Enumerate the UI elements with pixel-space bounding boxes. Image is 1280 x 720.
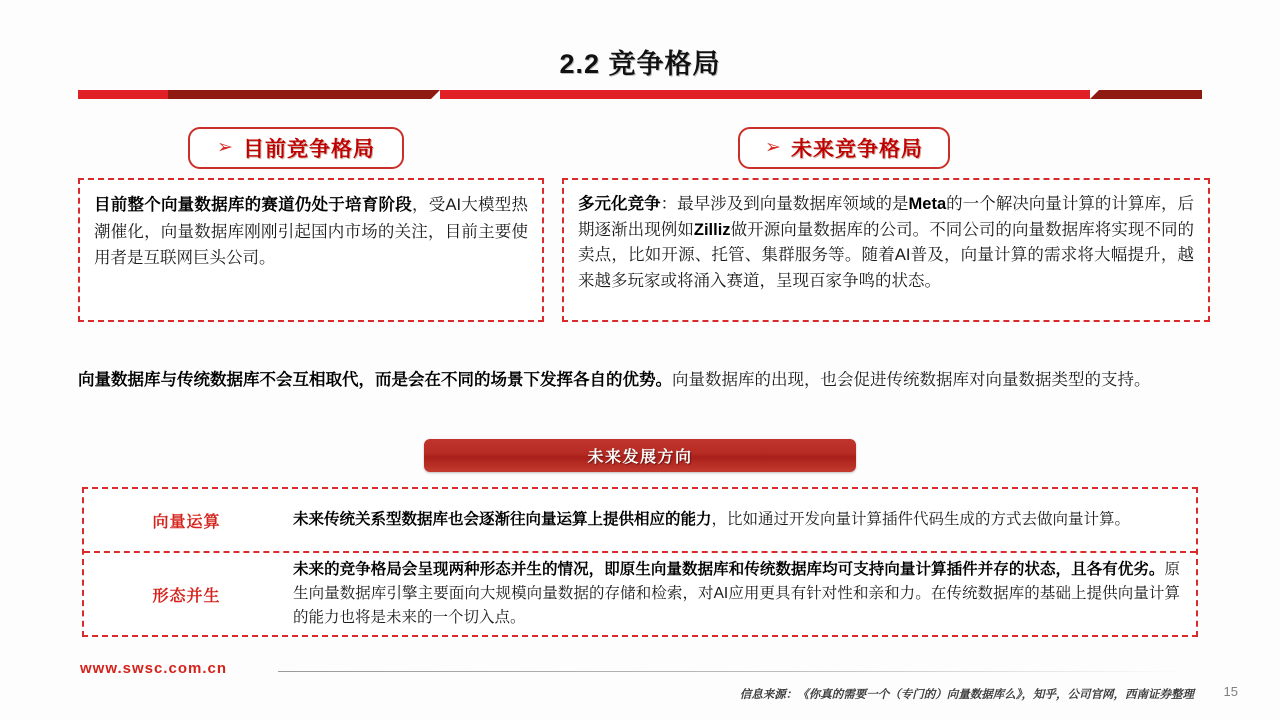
table-row	[84, 489, 1196, 551]
footer-divider	[278, 671, 1198, 672]
footer-website-url[interactable]: www.swsc.com.cn	[80, 660, 227, 677]
title-bar-segment-3	[440, 90, 1090, 99]
content-box-current-text: 目前整个向量数据库的赛道仍处于培育阶段，受AI大模型热潮催化，向量数据库刚刚引起国内市场的关注，目前主要使用者是互联网巨头公司。	[94, 196, 529, 268]
section-pill-current-label: 目前竞争格局	[242, 138, 375, 161]
future-direction-banner-label: 未来发展方向	[587, 449, 693, 466]
table-row-body: 未来传统关系型数据库也会逐渐往向量运算上提供相应的能力，比如通过开发向量计算插件代码生成的方式去做向量计算。	[293, 510, 1131, 528]
future-direction-table	[82, 487, 1198, 637]
title-bar-segment-2	[168, 90, 440, 99]
section-pill-future-label: 未来竞争格局	[790, 138, 923, 161]
page-number: 15	[1223, 684, 1238, 699]
arrow-right-icon: ➢	[765, 136, 781, 158]
arrow-right-icon: ➢	[217, 136, 233, 158]
footer-source-note: 信息来源：《你真的需要一个（专门的）向量数据库么》，知乎，公司官网，西南证券整理	[739, 689, 1194, 701]
content-box-future-text: 多元化竞争：最早涉及到向量数据库领域的是Meta的一个解决向量计算的计算库，后期逐渐出现例如Zilliz做开源向量数据库的公司。不同公司的向量数据库将实现不同的卖点，比如开源、托管、集群服务等。随着AI普及，向量计算的需求将大幅提升，越来越多玩家或将涌入赛道，呈现百家争鸣的状态。	[578, 195, 1195, 291]
title-bar-segment-4	[1090, 90, 1202, 99]
table-row-body: 未来的竞争格局会呈现两种形态并生的情况，即原生向量数据库和传统数据库均可支持向量计算插件并存的状态，且各有优劣。原生向量数据库引擎主要面向大规模向量数据的存储和检索，对AI应用更具有针对性和亲和力。在传统数据库的基础上提供向量计算的能力也将是未来的一个切入点。	[293, 560, 1180, 627]
table-row-label: 形态并生	[152, 587, 221, 605]
content-box-future	[562, 178, 1210, 322]
future-direction-banner	[424, 439, 856, 472]
page-title: 2.2 竞争格局	[559, 49, 721, 79]
content-box-current	[78, 178, 544, 322]
section-pill-future[interactable]	[738, 127, 950, 169]
section-pill-current[interactable]	[188, 127, 404, 169]
title-underline-bar	[78, 90, 1202, 99]
title-bar-segment-1	[78, 90, 168, 99]
mid-statement-text: 向量数据库与传统数据库不会互相取代，而是会在不同的场景下发挥各自的优势。向量数据库的出现，也会促进传统数据库对向量数据类型的支持。	[78, 371, 1151, 389]
table-row-label: 向量运算	[152, 513, 221, 531]
table-row	[84, 551, 1196, 635]
